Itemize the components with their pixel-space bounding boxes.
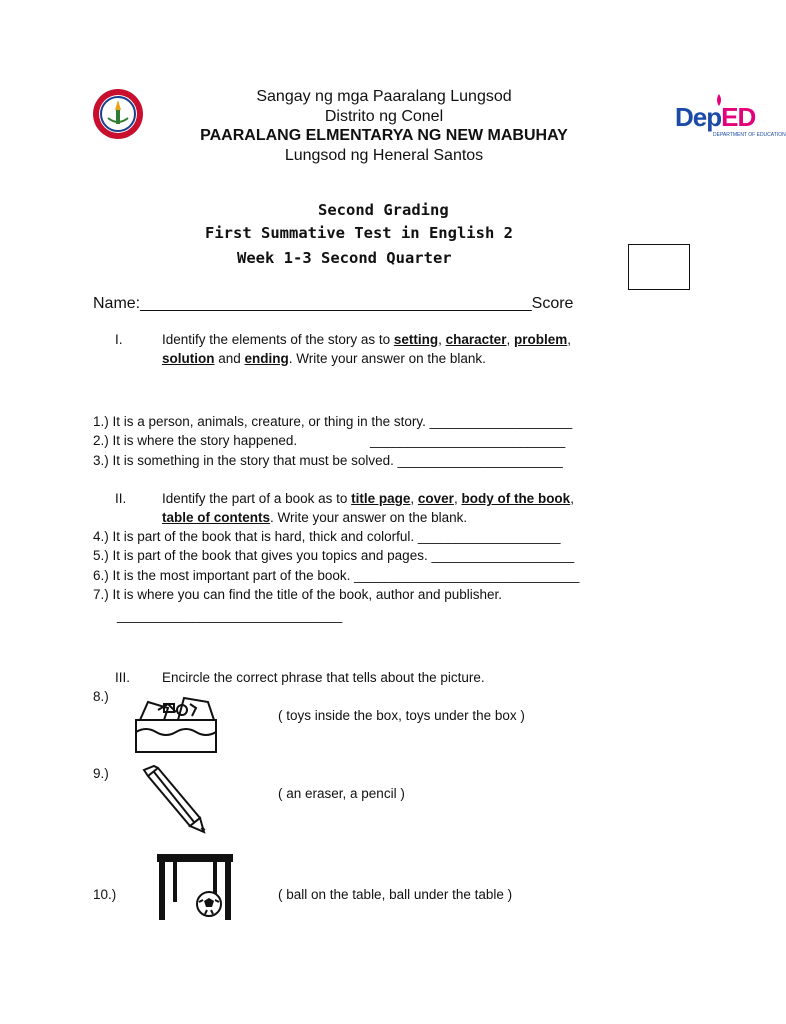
question-5: 5.) It is part of the book that gives you topics and pages. ___________________ [93, 548, 575, 563]
term-cover: cover [417, 491, 454, 506]
score-box[interactable] [628, 244, 690, 290]
part2-instruction-line1: Identify the part of a book as to title page, cover, body of the book, [162, 491, 574, 506]
question-6: 6.) It is the most important part of the book. ______________________________ [93, 568, 580, 583]
part2-instruction-line2: table of contents. Write your answer on the blank. [162, 510, 468, 525]
question-7-blank[interactable]: ______________________________ [117, 608, 343, 623]
term-title-page: title page [351, 491, 411, 506]
term-problem: problem [513, 332, 568, 347]
question-3: 3.) It is something in the story that must be solved. ______________________ [93, 453, 563, 468]
part3-number: III. [115, 670, 131, 685]
part3-instruction: Encircle the correct phrase that tells about the picture. [162, 670, 485, 685]
question-4: 4.) It is part of the book that is hard, thick and colorful. ___________________ [93, 529, 561, 544]
question-9-choices[interactable]: ( an eraser, a pencil ) [278, 786, 405, 801]
question-7: 7.) It is where you can find the title of the book, author and publisher. [93, 587, 503, 602]
deped-subtitle: DEPARTMENT OF EDUCATION [713, 132, 786, 138]
question-1: 1.) It is a person, animals, creature, or thing in the story. ___________________ [93, 414, 573, 429]
part1-instruction-line1: Identify the elements of the story as to setting, character, problem, [162, 332, 571, 347]
question-8-number: 8.) [93, 689, 109, 704]
term-solution: solution [162, 351, 215, 366]
school-name: PAARALANG ELMENTARYA NG NEW MABUHAY [200, 127, 568, 144]
term-table-of-contents: table of contents [162, 510, 271, 525]
term-ending: ending [244, 351, 289, 366]
question-9-number: 9.) [93, 766, 109, 781]
question-10-choices[interactable]: ( ball on the table, ball under the table ) [278, 887, 513, 902]
term-body-of-book: body of the book [461, 491, 571, 506]
name-blank[interactable]: ____________________________________________ [140, 295, 532, 312]
title-test: First Summative Test in English 2 [205, 224, 513, 242]
question-2-blank[interactable]: __________________________ [370, 433, 566, 448]
question-10-number: 10.) [93, 887, 117, 902]
deped-logo: DepED DEPARTMENT OF EDUCATION [673, 92, 753, 144]
part2-number: II. [115, 491, 127, 506]
term-setting: setting [393, 332, 439, 347]
toy-box-icon [130, 690, 220, 758]
score-label: Score [531, 295, 574, 312]
question-8-choices[interactable]: ( toys inside the box, toys under the box ) [278, 708, 525, 723]
title-week: Week 1-3 Second Quarter [237, 249, 452, 267]
part1-number: I. [115, 332, 123, 347]
name-label: Name: [93, 295, 141, 312]
district-name: Distrito ng Conel [324, 108, 444, 125]
title-grading: Second Grading [318, 201, 449, 219]
question-2: 2.) It is where the story happened. [93, 433, 298, 448]
table-with-ball-icon [155, 852, 235, 924]
part1-instruction-line2: solution and ending. Write your answer on the blank. [162, 351, 486, 366]
pencil-icon [140, 764, 212, 834]
name-line [93, 295, 573, 313]
city-name: Lungsod ng Heneral Santos [284, 147, 484, 164]
term-character: character [445, 332, 507, 347]
division-name: Sangay ng mga Paaralang Lungsod [256, 88, 512, 105]
